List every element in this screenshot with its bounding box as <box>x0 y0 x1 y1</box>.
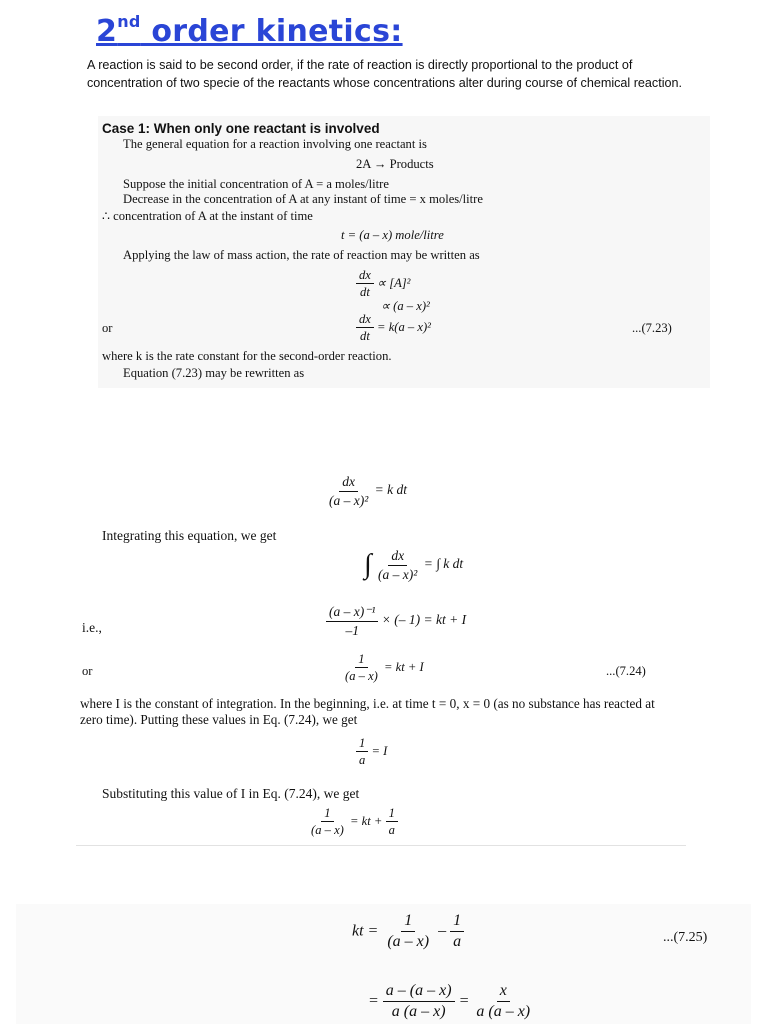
equation-number-7-23: ...(7.23) <box>632 321 672 335</box>
integral-equation: ∫ $\frac{dx}{\text{(a – x)²}}$ = ∫ k dt <box>364 548 464 582</box>
page-title: 2nd order kinetics: <box>96 12 403 49</box>
initial-concentration-text: Suppose the initial concentration of A = a moles/litre <box>123 177 389 191</box>
intro-paragraph: A reaction is said to be second order, if the rate of reaction is directly proportional to the product of concentration of two specie of the reactants whose concentrations alter during course of chemical reaction. <box>87 58 683 90</box>
substituted-equation: $\frac{1}{(a - x)}$ = kt + $\frac{1}{a}$ <box>308 806 398 838</box>
or-label-2: or <box>82 664 93 678</box>
concentration-equation: t = (a – x) mole/litre <box>341 228 444 242</box>
initial-condition-equation: $\frac{1}{a}$ = I <box>356 736 387 768</box>
reaction-equation: 2A → Products <box>356 157 434 171</box>
rate-law-equation: kt = $\frac{1}{(a - x)}$ – $\frac{1}{a}$ <box>352 912 464 952</box>
mass-action-text: Applying the law of mass action, the rate of reaction may be written as <box>123 248 480 262</box>
reciprocal-equation: $\frac{1}{(a - x)}$ = kt + I <box>345 652 424 684</box>
therefore-text: ∴ concentration of A at the instant of time <box>102 209 313 223</box>
integration-constant-text: where I is the constant of integration. In the beginning, i.e. at time t = 0, x = 0 (as no substance has reacted at zero time). Putting these values in Eq. (7.24), we get <box>80 696 655 727</box>
rate-equation-1: $\frac{dx}{dt}$ ∝ [A]² <box>356 268 410 300</box>
simplified-equation: = $\frac{a - (a - x)}{a (a - x)}$ = $\frac{x}{a (a - x)}$ <box>368 982 531 1021</box>
integrated-equation: $\frac{\text{(a – x)⁻¹}}{-1}$ × (– 1) = kt + I <box>326 604 466 638</box>
rate-equation-2: ∝ (a – x)² <box>381 299 430 313</box>
integrating-text: Integrating this equation, we get <box>102 528 277 543</box>
equation-number-7-25: ...(7.25) <box>663 930 708 945</box>
case1-heading: Case 1: When only one reactant is involved <box>102 121 380 136</box>
general-equation-text: The general equation for a reaction involving one reactant is <box>123 137 427 151</box>
decrease-text: Decrease in the concentration of A at any instant of time = x moles/litre <box>123 192 483 206</box>
divider <box>76 845 686 846</box>
differential-equation: $\frac{dx}{\text{(a – x)²}}$ = k dt <box>329 474 408 508</box>
ie-label: i.e., <box>82 620 102 635</box>
equation-number-7-24: ...(7.24) <box>606 664 646 678</box>
rate-equation-3: $\frac{dx}{dt}$ = k(a – x)² <box>356 312 431 344</box>
substituting-text: Substituting this value of I in Eq. (7.24), we get <box>102 786 360 801</box>
rewritten-text: Equation (7.23) may be rewritten as <box>123 366 305 380</box>
rate-constant-text: where k is the rate constant for the second-order reaction. <box>102 349 392 363</box>
or-label-1: or <box>102 321 113 335</box>
